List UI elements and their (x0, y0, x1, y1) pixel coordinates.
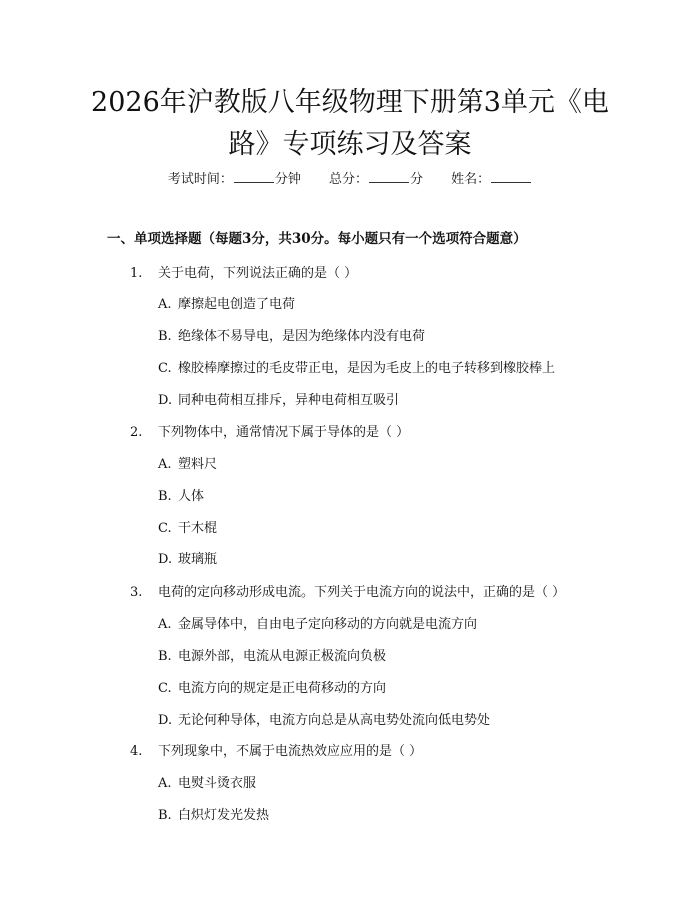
option-letter: A. (158, 617, 172, 632)
question-3-option-c (158, 677, 386, 696)
option-letter: A. (158, 297, 172, 312)
title-line-1: 2026年沪教版八年级物理下册第3单元《电 (91, 87, 609, 118)
exam-score-unit: 分 (410, 172, 424, 187)
exam-name (451, 172, 532, 187)
option-text: 电熨斗烫衣服 (178, 776, 257, 791)
question-number: 3. (130, 585, 143, 600)
option-text: 玻璃瓶 (178, 552, 218, 567)
question-text: 电荷的定向移动形成电流。下列关于电流方向的说法中，正确的是（ ） (158, 585, 566, 600)
exam-time-blank (234, 171, 274, 183)
question-1-option-b (158, 325, 425, 344)
option-text: 人体 (178, 489, 205, 504)
option-text: 干木棍 (178, 521, 218, 536)
page-title (90, 82, 610, 166)
question-text: 关于电荷，下列说法正确的是（ ） (158, 266, 358, 281)
option-letter: D. (158, 713, 173, 728)
section-heading-single-choice: 一、单项选择题（每题3分，共30分。每小题只有一个选项符合题意） (107, 231, 527, 247)
exam-name-label: 姓名： (451, 172, 491, 187)
exam-meta (0, 168, 700, 187)
question-2 (130, 421, 409, 440)
option-letter: B. (158, 489, 172, 504)
option-text: 电流方向的规定是正电荷移动的方向 (178, 681, 387, 696)
question-3-option-a (158, 613, 477, 632)
exam-time-unit: 分钟 (274, 172, 301, 187)
question-2-option-c (158, 517, 217, 536)
exam-time-label: 考试时间： (167, 172, 233, 187)
question-3 (130, 581, 565, 600)
question-text: 下列现象中，不属于电流热效应应用的是（ ） (158, 744, 423, 759)
question-2-option-b (158, 485, 204, 504)
option-text: 无论何种导体，电流方向总是从高电势处流向低电势处 (178, 713, 491, 728)
option-text: 金属导体中，自由电子定向移动的方向就是电流方向 (178, 617, 478, 632)
exam-score (329, 172, 423, 187)
question-2-option-a (158, 453, 217, 472)
option-text: 绝缘体不易导电，是因为绝缘体内没有电荷 (178, 329, 426, 344)
question-4-option-b (158, 804, 269, 823)
question-2-option-d (158, 548, 217, 567)
option-letter: C. (158, 521, 172, 536)
question-4 (130, 740, 422, 759)
question-text: 下列物体中，通常情况下属于导体的是（ ） (158, 425, 410, 440)
question-number: 2. (130, 425, 143, 440)
option-letter: B. (158, 649, 172, 664)
option-text: 白炽灯发光发热 (178, 808, 270, 823)
question-number: 1. (130, 266, 143, 281)
question-3-option-d (158, 709, 490, 728)
question-1-option-d (158, 389, 399, 408)
title-line-2: 路》专项练习及答案 (228, 129, 472, 160)
option-text: 电源外部，电流从电源正极流向负极 (178, 649, 387, 664)
option-letter: C. (158, 361, 172, 376)
exam-name-blank (491, 171, 531, 183)
exam-score-label: 总分： (328, 172, 368, 187)
question-3-option-b (158, 645, 386, 664)
option-text: 塑料尺 (178, 457, 218, 472)
option-letter: A. (158, 776, 172, 791)
option-letter: D. (158, 393, 173, 408)
question-1 (130, 262, 357, 281)
option-text: 橡胶棒摩擦过的毛皮带正电，是因为毛皮上的电子转移到橡胶棒上 (178, 361, 556, 376)
exam-time (168, 172, 301, 187)
option-letter: A. (158, 457, 172, 472)
question-number: 4. (130, 744, 143, 759)
option-text: 同种电荷相互排斥，异种电荷相互吸引 (178, 393, 400, 408)
option-letter: B. (158, 329, 172, 344)
option-letter: B. (158, 808, 172, 823)
exam-score-blank (369, 171, 409, 183)
question-1-option-c (158, 357, 555, 376)
option-letter: D. (158, 552, 173, 567)
option-text: 摩擦起电创造了电荷 (178, 297, 296, 312)
question-1-option-a (158, 293, 295, 312)
question-4-option-a (158, 772, 256, 791)
option-letter: C. (158, 681, 172, 696)
